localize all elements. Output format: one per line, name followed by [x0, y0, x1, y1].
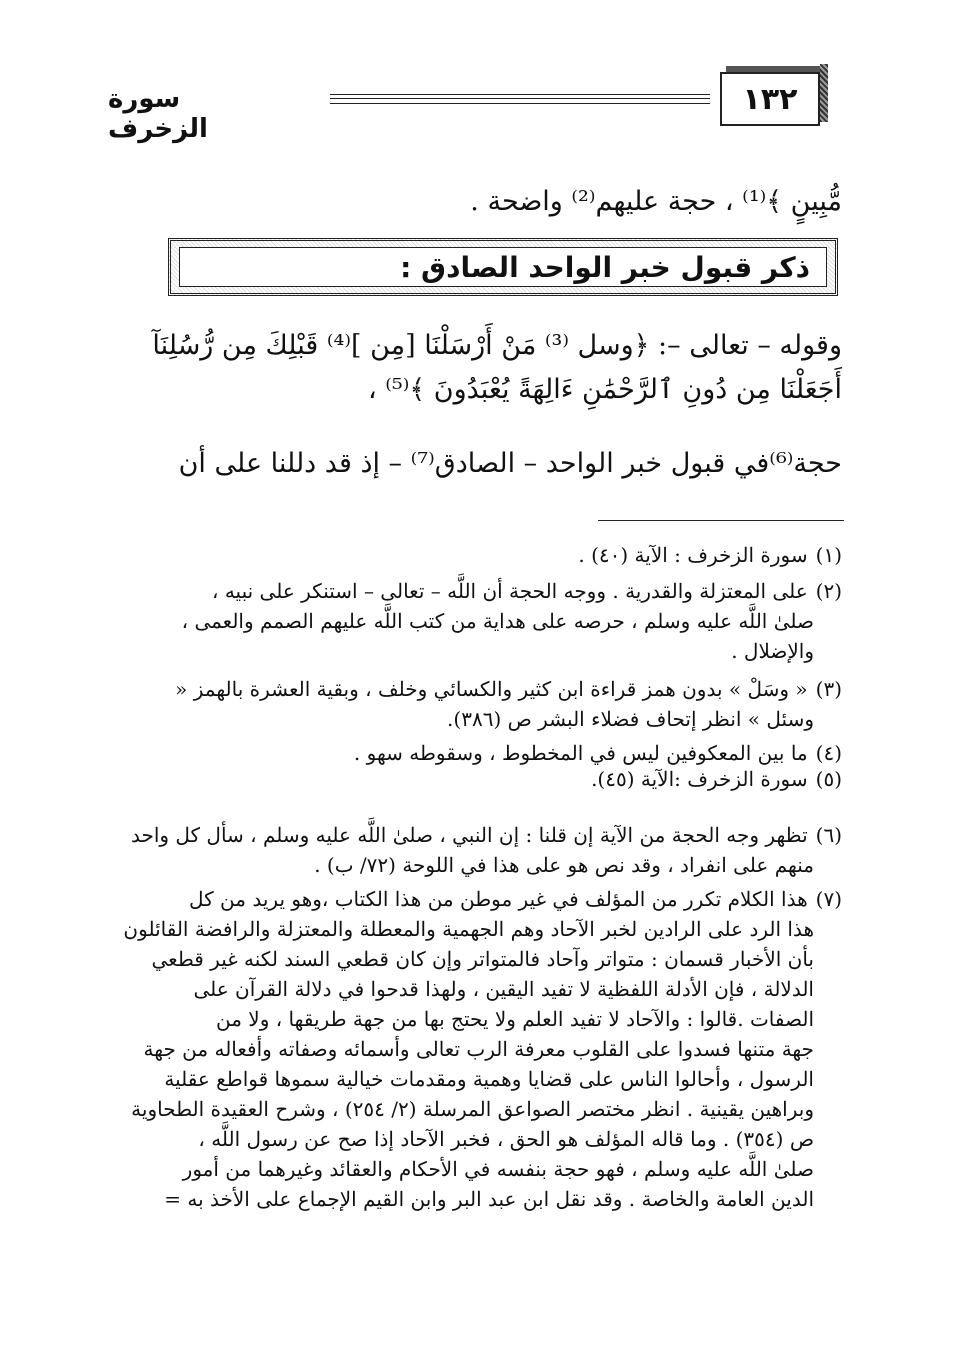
footnote-6 [108, 820, 842, 880]
footnote-text: تظهر وجه الحجة من الآية إن قلنا : إن النبي ، صلىٰ اللَّه عليه وسلم ، سأل كل واحد [130, 823, 814, 847]
footnote-1 [108, 540, 842, 570]
footnote-3 [108, 674, 842, 734]
footnote-rule [598, 520, 844, 521]
footnote-line: صلىٰ اللَّه عليه وسلم ، حرصه على هداية من كتب اللَّه عليهم الصمم والعمى ، [181, 609, 814, 633]
footnote-line: وبراهين يقينية . انظر مختصر الصواعق المرسلة (٢/ ٢٥٤) ، وشرح العقيدة الطحاوية [131, 1097, 814, 1121]
body-line-5: حجة⁽⁶⁾في قبول خبر الواحد – الصادق⁽⁷⁾ – إذ قد دللنا على أن [178, 448, 842, 479]
footnote-line [108, 576, 842, 606]
footnote-line: والإضلال . [731, 639, 814, 663]
body-line-3: وقوله – تعالى –: ﴿وسل ⁽³⁾ مَنْ أَرْسَلْنَا [مِن ]⁽⁴⁾ قَبْلِكَ مِن رُّسُلِنَآ [152, 330, 842, 361]
footnote-line: جهة متنها فسدوا على القلوب معرفة الرب تعالى وأسمائه وصفاته وأفعاله من جهة [143, 1037, 814, 1061]
footnote-number: (٢) [815, 579, 842, 603]
body-line-1: مُّبِينٍ ﴾⁽¹⁾ ، حجة عليهم⁽²⁾ واضحة . [470, 186, 842, 217]
footnote-line: منهم على انفراد ، وقد نص هو على هذا في اللوحة (٧٢/ ب) . [314, 853, 814, 877]
footnote-line: بأن الأخبار قسمان : متواتر وآحاد فالمتواتر وإن كان قطعي السند لكنه غير قطعي [151, 947, 814, 971]
footnote-line: الدين العامة والخاصة . وقد نقل ابن عبد البر وابن القيم الإجماع على الأخذ به = [164, 1187, 814, 1211]
footnote-7 [108, 884, 842, 1214]
footnote-5 [108, 764, 842, 794]
footnote-text: هذا الكلام تكرر من المؤلف في غير موطن من هذا الكتاب ،وهو يريد من كل [189, 887, 814, 911]
footnote-text: على المعتزلة والقدرية . ووجه الحجة أن اللَّه – تعالى – استنكر على نبيه ، [212, 579, 814, 603]
footnote-line [108, 540, 842, 570]
header-rule [330, 94, 710, 104]
footnote-line [108, 884, 842, 914]
footnote-number: (٣) [815, 677, 842, 701]
body-line-4: أَجَعَلْنَا مِن دُونِ ٱلرَّحْمَٰنِ ءَالِهَةً يُعْبَدُونَ ﴾⁽⁵⁾ ، [367, 374, 842, 405]
footnote-number: (٤) [815, 741, 842, 765]
footnote-text: « وسَلْ » بدون همز قراءة ابن كثير والكسائي وخلف ، وبقية العشرة بالهمز « [175, 677, 814, 701]
footnote-line: الدلالة ، فإن الأدلة اللفظية لا تفيد اليقين ، ولهذا قدحوا في دلالة القرآن على [193, 977, 814, 1001]
footnote-number: (٦) [815, 823, 842, 847]
footnote-text: سورة الزخرف :الآية (٤٥). [591, 767, 814, 791]
footnote-line: ص (٣٥٤) . وما قاله المؤلف هو الحق ، فخبر الآحاد إذا صح عن رسول اللَّه ، [198, 1127, 814, 1151]
footnote-2 [108, 576, 842, 666]
footnote-line [108, 764, 842, 794]
footnote-text: ما بين المعكوفين ليس في المخطوط ، وسقوطه سهو . [353, 741, 814, 765]
footnote-line: الصفات .قالوا : والآحاد لا تفيد العلم ولا يحتج بها من جهة طريقها ، ولا من [216, 1007, 814, 1031]
surah-title: سورة الزخرف [108, 84, 208, 144]
footnote-line: وسئل » انظر إتحاف فضلاء البشر ص (٣٨٦). [447, 707, 814, 731]
footnote-line: هذا الرد على الرادين لخبر الآحاد وهم الجهمية والمعطلة والمعتزلة والرافضة القائلون [123, 917, 814, 941]
section-heading: ذكر قبول خبر الواحد الصادق : [179, 247, 827, 287]
section-heading-box [168, 238, 838, 296]
footnote-text: سورة الزخرف : الآية (٤٠) . [578, 543, 814, 567]
footnote-line [108, 674, 842, 704]
footnote-line: صلىٰ اللَّه عليه وسلم ، فهو حجة بنفسه في الأحكام والعقائد وغيرهما من أمور [182, 1157, 814, 1181]
footnote-number: (١) [815, 543, 842, 567]
footnote-number: (٧) [815, 887, 842, 911]
footnote-line [108, 820, 842, 850]
footnote-number: (٥) [815, 767, 842, 791]
page-number: ١٣٢ [720, 72, 820, 126]
footnote-line: الرسول ، وأحالوا الناس على قضايا وهمية ومقدمات خيالية سموها قواطع عقلية [164, 1067, 814, 1091]
